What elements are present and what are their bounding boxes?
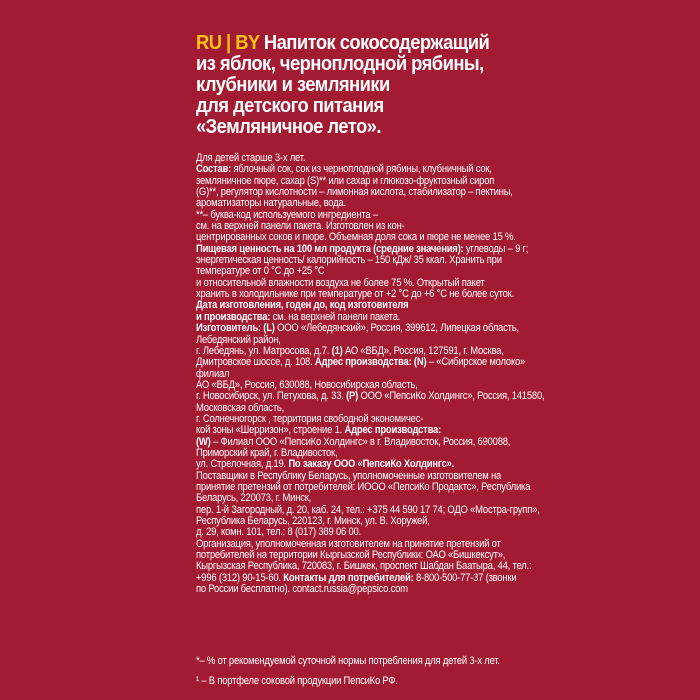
text-line: Приморский край, г. Владивосток, [196, 446, 338, 459]
language-label: RU | BY [196, 32, 260, 54]
text-line: Московская область, [196, 401, 285, 414]
text-line: Организация, уполномоченная изготовителем на принятие претензий от [196, 537, 501, 550]
composition-text [196, 152, 545, 596]
text-line: и относительной влажности воздуха не более 75 %. Открытый пакет [196, 276, 485, 289]
text-line: д. 29, комн. 101, тел.: 8 (017) 389 06 00. [196, 526, 361, 539]
text-line: **– буква-код используемого ингредиента – [196, 208, 378, 221]
text-line: ароматизаторы натуральные, вода. [196, 197, 346, 210]
text-line: Республика Беларусь, 220123, г. Минск, ул. В. Хоружей, [196, 515, 430, 527]
text-line: земляничное пюре, сахар (S)** или сахар и глюкозо-фруктозный сироп [196, 174, 495, 187]
text-line: (W) – Филиал ООО «ПепсиКо Холдингс» в г. Владивосток, Россия, 690088, [196, 435, 511, 448]
text-line: кой зоны «Шерризон», строение 1. Адрес производства: [196, 424, 442, 437]
text-line: г. Солнечногорск , территория свободной экономичес- [196, 412, 424, 425]
text-line: (G)**, регулятор кислотности – лимонная кислота, стабилизатор – пектины, [196, 186, 513, 199]
composition-heading: Состав: [196, 163, 232, 176]
footnote-portfolio: ¹ – В портфеле соковой продукции ПепсиКо РФ. [196, 675, 398, 687]
title-line-4: для детского питания [196, 95, 384, 117]
text-line: потребителей на территории Кыргызской Республики: ОАО «Бишкексут», [196, 549, 506, 562]
text-line: Поставщики в Республику Беларусь, уполномоченные изготовителем на [196, 469, 502, 482]
nutrition-heading: Пищевая ценность на 100 мл продукта (средние значения): [196, 242, 464, 255]
consumer-contacts-heading: Контакты для потребителей: [283, 571, 414, 584]
text-line: +996 (312) 90-15-60. Контакты для потребителей: 8-800-500-77-37 (звонки [196, 571, 517, 584]
manufacturer-heading: Изготовитель: (L) [196, 322, 275, 335]
ordered-by-heading: По заказу ООО «ПепсиКо Холдингс». [288, 458, 454, 471]
text-line: принятие претензий от потребителей: ИООО «ПепсиКо Продактс», Республика [196, 480, 531, 493]
title-line-2: из яблок, черноплодной рябины, [196, 53, 484, 75]
text-line: температуре от 0 °С до +25 °С [196, 265, 325, 278]
production-date-heading: Дата изготовления, годен до, код изготовителя [196, 299, 409, 312]
text-line: и производства: см. на верхней панели пакета. [196, 310, 401, 323]
text-line: Пищевая ценность на 100 мл продукта (средние значения): углеводы – 9 г; [196, 242, 529, 255]
text-line: пер. 1-й Загородный, д. 20, каб. 24, тел.: +375 44 590 17 74; ОДО «Мостра-групп», [196, 503, 540, 516]
text-line: центрированных соков и пюре. Объемная доля сока и пюре не менее 15 %. [196, 231, 516, 244]
production-address-heading: Адрес производства: (N) [314, 356, 427, 369]
text-line: энергетическая ценность/ калорийность – 150 кДж/ 35 ккал. Хранить при [196, 254, 502, 267]
text-line: Дмитровское шоссе, д. 108. Адрес производства: (N) – «Сибирское молоко» [196, 356, 526, 369]
title-line-3: клубники и земляники [196, 74, 390, 96]
text-line: АО «ВБД», Россия, 630088, Новосибирская область, [196, 378, 418, 391]
product-title [196, 33, 500, 138]
text-line: см. на верхней панели пакета. Изготовлен из кон- [196, 220, 405, 233]
title-line-1-text: Напиток сокосодержащий [259, 32, 490, 54]
text-line: Изготовитель: (L) ООО «Лебедянский», Россия, 399612, Липецкая область, [196, 322, 519, 335]
text-line: Кыргызская Республика, 720083, г. Бишкек, проспект Шабдан Баатыра, 44, тел.: [196, 560, 532, 573]
text-line: г. Лебедянь, ул. Матросова, д.7. (1) АО «ВБД», Россия, 127591, г. Москва, [196, 344, 504, 357]
text-line: по России бесплатно). contact.russia@pepsico.com [196, 583, 408, 596]
production-address-heading-2: Адрес производства: [344, 424, 442, 437]
text-line: филиал [196, 367, 230, 380]
text-line: г. Новосибирск, ул. Петухова, д. 33. (P) ООО «ПепсиКо Холдингс», Россия, 141580, [196, 390, 545, 403]
text-line: Лебедянский район, [196, 333, 281, 346]
age-note: Для детей старше 3-х лет. [196, 152, 306, 164]
footnotes [196, 651, 536, 691]
title-line-1 [196, 33, 500, 54]
text-line: Беларусь, 220073, г. Минск, [196, 492, 312, 505]
title-line-5: «Земляничное лето». [196, 116, 381, 138]
text-line: хранить в холодильнике при температуре от +2 °С до +6 °С не более суток. [196, 288, 514, 301]
footnote-daily-norm: *– % от рекомендуемой суточной нормы потребления для детей 3-х лет. [196, 655, 500, 667]
text-line: Состав: яблочный сок, сок из черноплодной рябины, клубничный сок, [196, 163, 492, 176]
text-line: ул. Стрелочная, д.19. По заказу ООО «ПепсиКо Холдингс». [196, 458, 454, 471]
production-code-heading: и производства: [196, 310, 271, 323]
